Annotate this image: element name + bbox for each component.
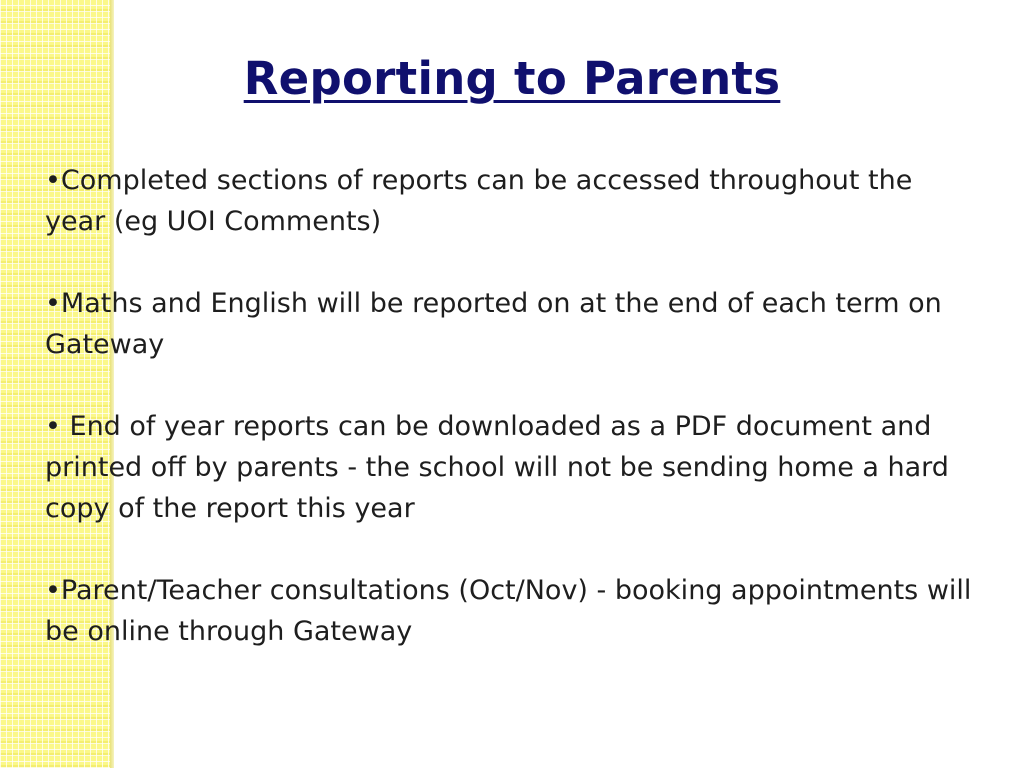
slide-title: Reporting to Parents — [243, 52, 781, 105]
bullet-item-consultations: •Parent/Teacher consultations (Oct/Nov) - booking appointments will be online through Gateway — [45, 575, 972, 647]
bullet-item-report-sections: •Completed sections of reports can be accessed throughout the year (eg UOI Comments) — [45, 165, 913, 237]
bullet-list — [45, 160, 975, 693]
bullet-item-end-of-year-reports: • End of year reports can be downloaded as a PDF document and printed off by parents - the school will not be sending home a hard copy of the report this year — [45, 411, 949, 524]
bullet-item-maths-english: •Maths and English will be reported on at the end of each term on Gateway — [45, 288, 942, 360]
